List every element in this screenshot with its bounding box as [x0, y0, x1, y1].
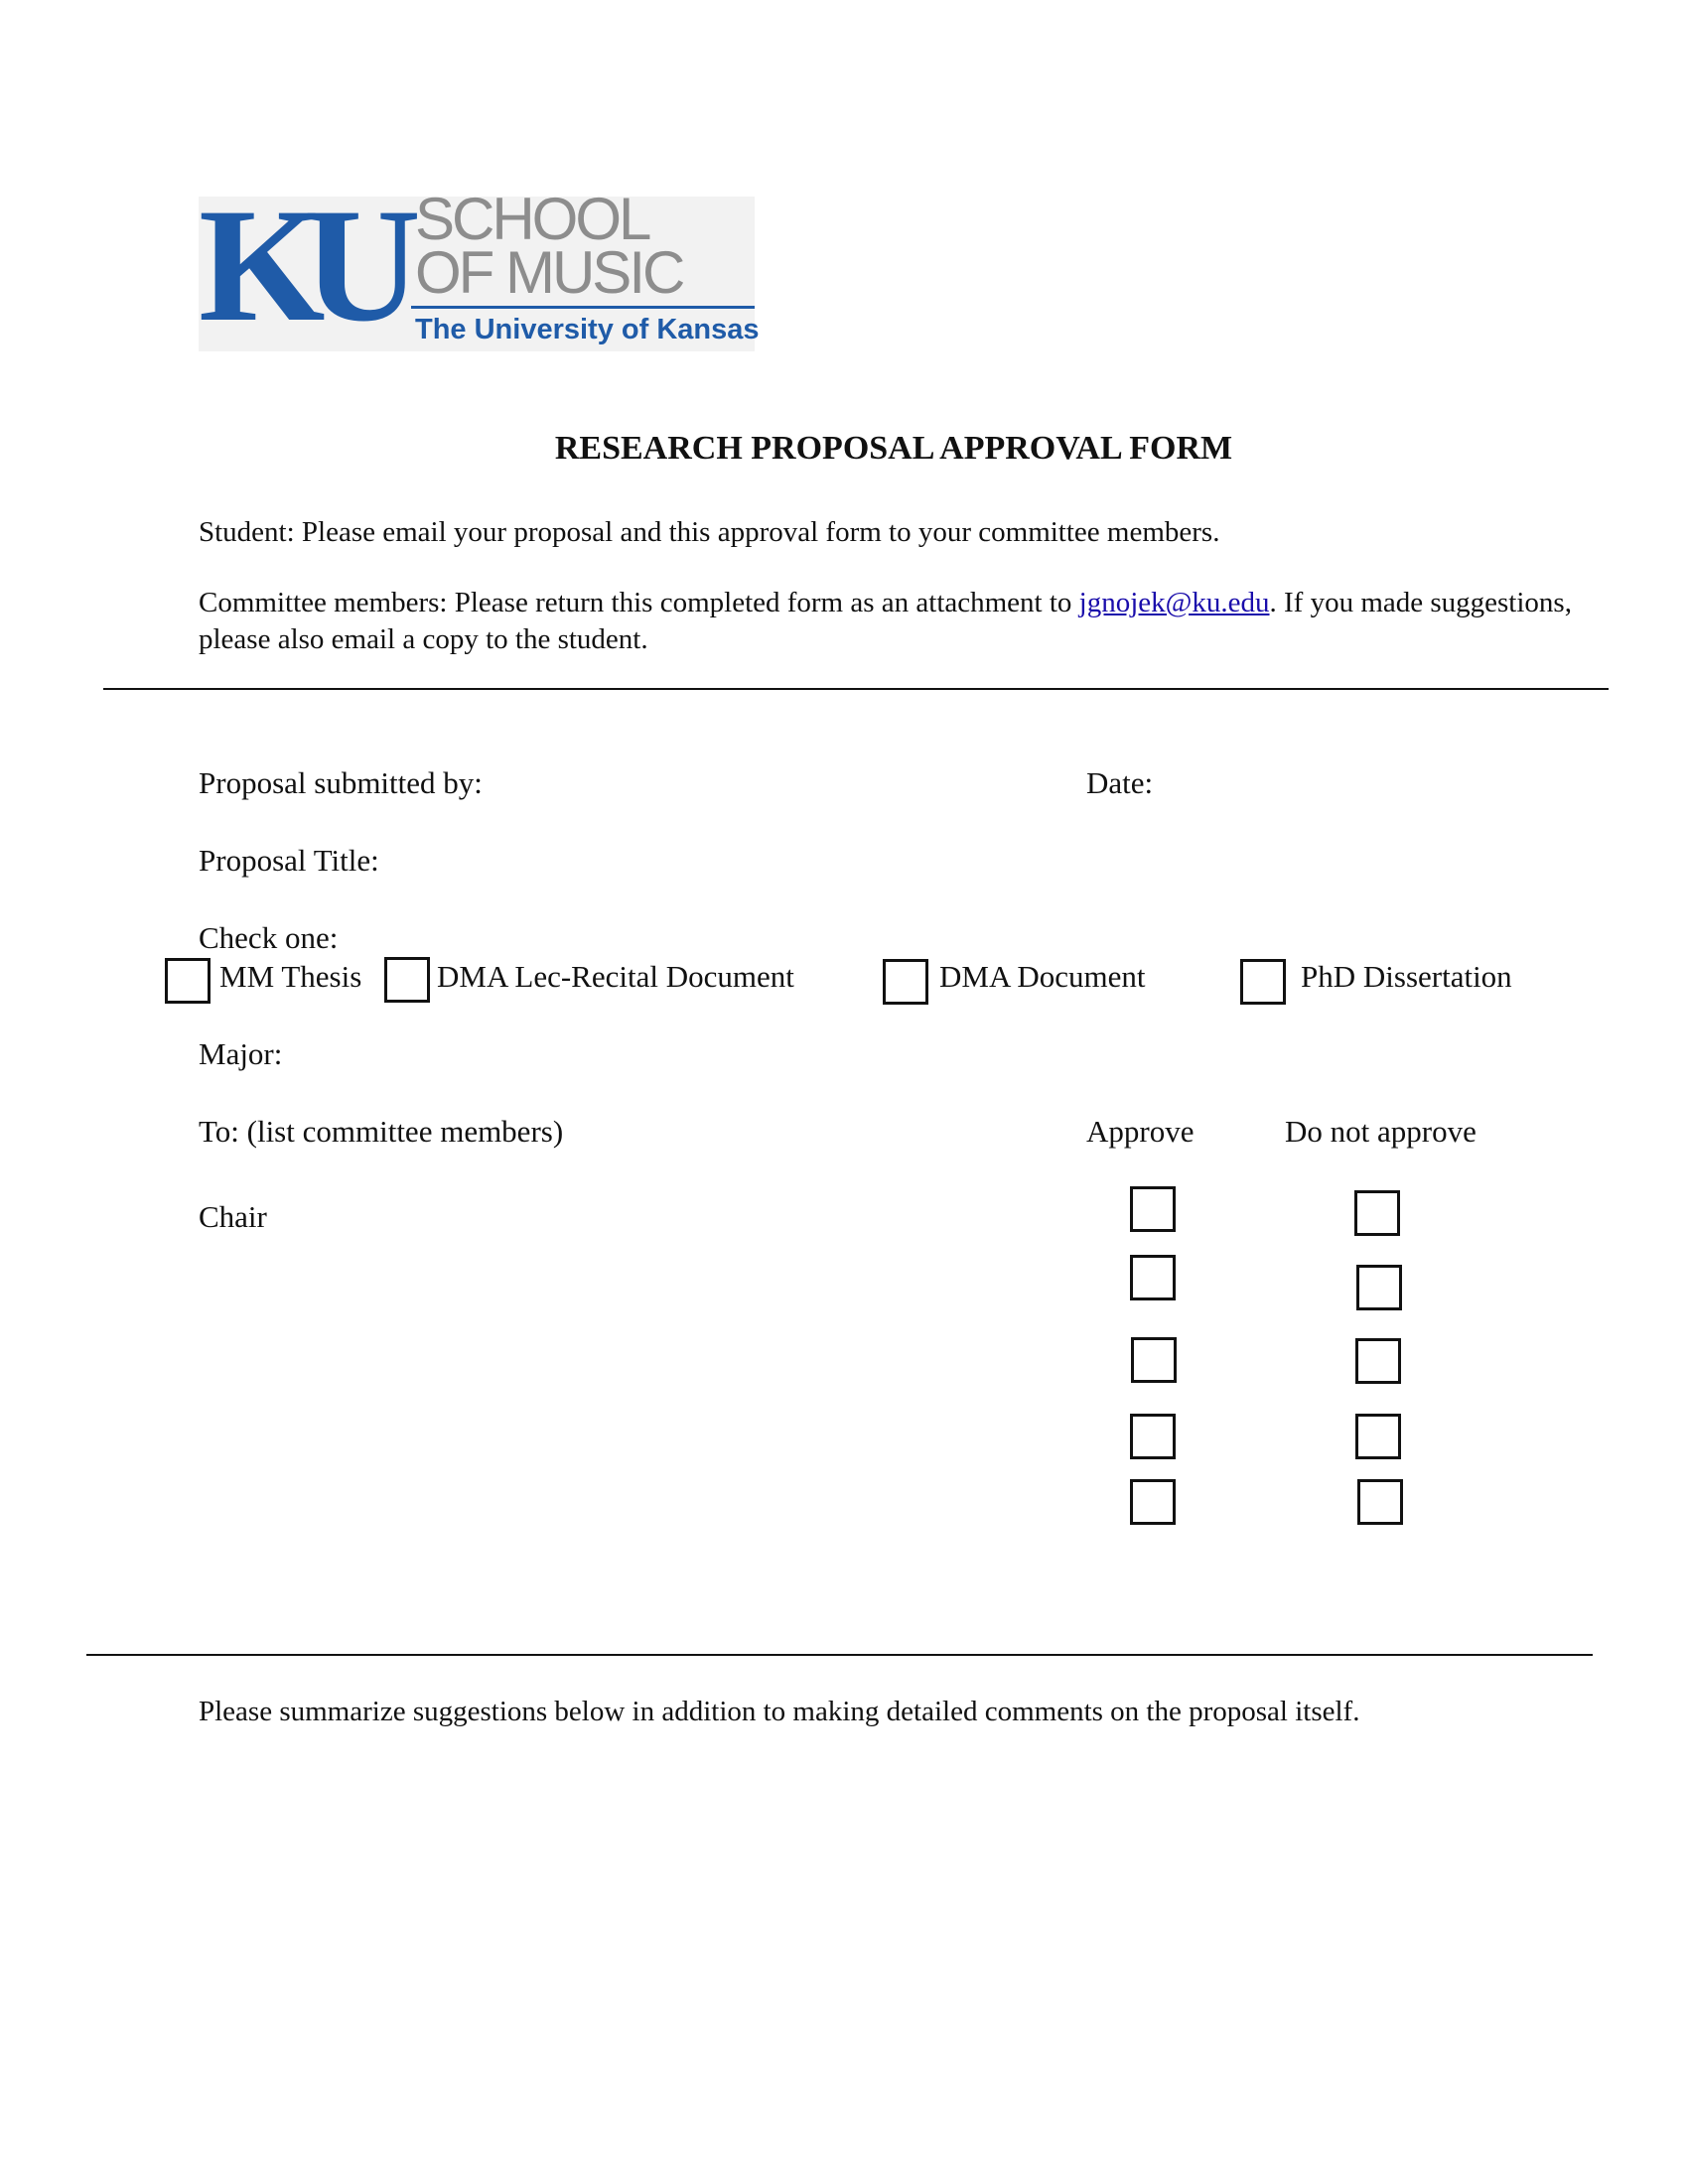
- not-approve-checkbox[interactable]: [1357, 1479, 1403, 1525]
- approve-checkbox[interactable]: [1130, 1479, 1176, 1525]
- date-label: Date:: [1086, 765, 1154, 800]
- committee-list-label: To: (list committee members): [199, 1114, 564, 1149]
- logo-line-1: SCHOOL: [415, 186, 649, 252]
- approve-checkbox[interactable]: [1131, 1337, 1177, 1383]
- not-approve-checkbox[interactable]: [1354, 1190, 1400, 1236]
- form-title: RESEARCH PROPOSAL APPROVAL FORM: [554, 430, 1233, 467]
- dma-lec-recital-checkbox[interactable]: [384, 957, 430, 1003]
- proposal-title-label: Proposal Title:: [199, 843, 379, 878]
- dma-document-label: DMA Document: [939, 959, 1146, 994]
- not-approve-checkbox[interactable]: [1355, 1414, 1401, 1459]
- submitted-by-label: Proposal submitted by:: [199, 765, 483, 800]
- logo-divider: [411, 306, 755, 309]
- top-divider: [103, 688, 1609, 690]
- email-link[interactable]: jgnojek@ku.edu: [1078, 587, 1270, 618]
- check-one-label: Check one:: [199, 920, 339, 955]
- phd-dissertation-label: PhD Dissertation: [1301, 959, 1512, 994]
- dma-document-checkbox[interactable]: [883, 959, 928, 1005]
- not-approve-checkbox[interactable]: [1356, 1265, 1402, 1310]
- committee-instructions-text: Committee members: Please return this completed form as an attachment to: [199, 587, 1079, 618]
- approve-header: Approve: [1086, 1114, 1195, 1149]
- bottom-divider: [86, 1654, 1593, 1656]
- suggestions-instructions: Please summarize suggestions below in addition to making detailed comments on the proposal itself.: [199, 1696, 1360, 1727]
- approve-checkbox[interactable]: [1130, 1414, 1176, 1459]
- ku-school-of-music-logo: [199, 176, 760, 355]
- major-label: Major:: [199, 1036, 283, 1071]
- chair-label: Chair: [199, 1199, 267, 1234]
- phd-dissertation-checkbox[interactable]: [1240, 959, 1286, 1005]
- committee-instructions-tail: . If you made suggestions, please also email a copy to the student.: [199, 587, 1572, 655]
- logo-mark: KU: [199, 176, 399, 355]
- not-approve-header: Do not approve: [1285, 1114, 1477, 1149]
- student-instructions: Student: Please email your proposal and this approval form to your committee members.: [199, 516, 1220, 548]
- mm-thesis-label: MM Thesis: [219, 959, 362, 994]
- logo-subtitle: The University of Kansas: [415, 314, 760, 345]
- logo-line-2: OF MUSIC: [415, 239, 683, 306]
- dma-lec-recital-label: DMA Lec-Recital Document: [437, 959, 794, 994]
- approve-checkbox[interactable]: [1130, 1186, 1176, 1232]
- approve-checkbox[interactable]: [1130, 1255, 1176, 1300]
- committee-instructions: [199, 585, 1589, 658]
- not-approve-checkbox[interactable]: [1355, 1338, 1401, 1384]
- mm-thesis-checkbox[interactable]: [165, 958, 211, 1004]
- logo-school-text: [415, 186, 753, 306]
